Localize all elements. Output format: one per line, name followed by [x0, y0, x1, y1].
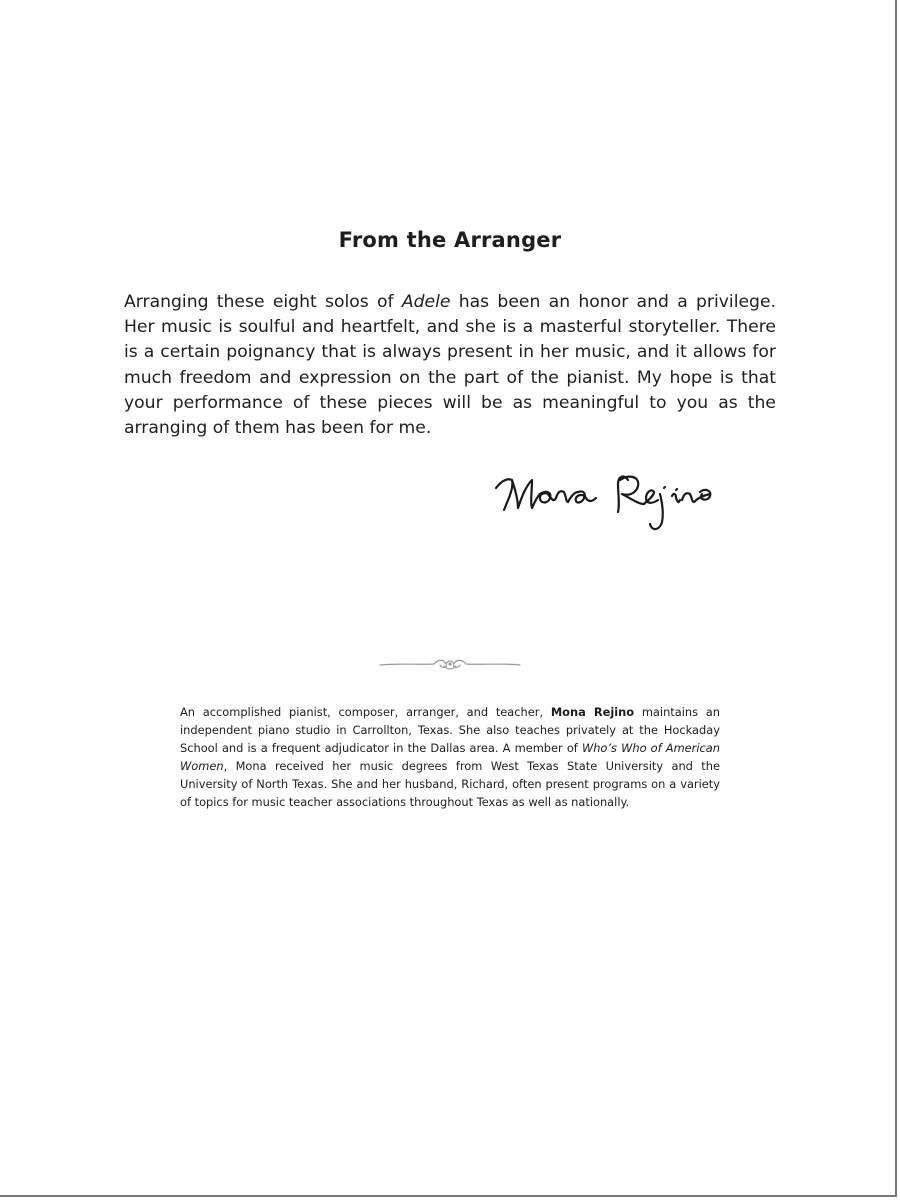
bio-part3: , Mona received her music degrees from West Texas State University and the University of North Texas. She and her husband, Richard, often present programs on a variety of topics for music teacher associations throughout Texas as well as nationally.	[180, 759, 720, 809]
bio-arranger-name: Mona Rejino	[550, 705, 635, 719]
bio-publication-title: Who’s Who of American Women	[180, 741, 720, 773]
arranger-note-part1: Arranging these eight solos of	[124, 292, 402, 312]
bio-part1: An accomplished pianist, composer, arranger, and teacher,	[180, 705, 551, 719]
arranger-bio	[180, 703, 720, 811]
arranger-note	[124, 290, 776, 441]
page-title: From the Arranger	[338, 228, 562, 252]
flourish-divider-icon	[378, 656, 522, 672]
artist-name-emphasis: Adele	[401, 292, 451, 312]
signature	[488, 458, 738, 538]
arranger-note-part2: has been an honor and a privilege. Her music is soulful and heartfelt, and she is a masterful storyteller. There is a certain poignancy that is always present in her music, and it allows for much freedom and expression on the part of the pianist. My hope is that your performance of these pieces will be as meaningful to you as the arranging of them has been for me.	[124, 292, 777, 439]
bio-part2: maintains an independent piano studio in Carrollton, Texas. She also teaches privately at the Hockaday School and is a frequent adjudicator in the Dallas area. A member of	[180, 705, 720, 755]
